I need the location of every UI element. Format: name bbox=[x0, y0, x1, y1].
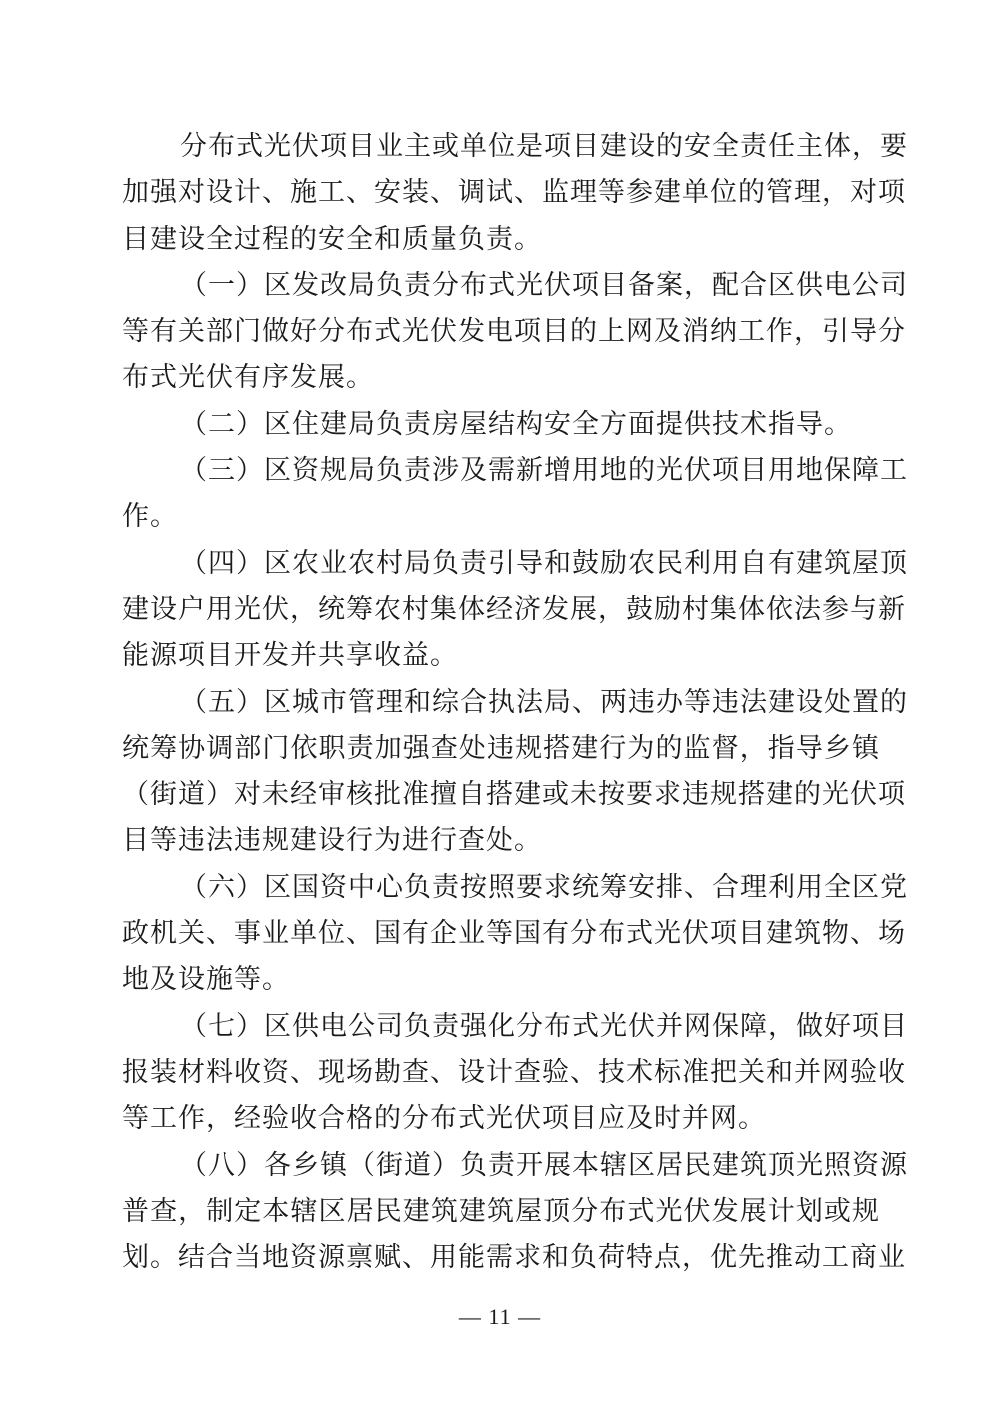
paragraph-line: 作。 bbox=[122, 501, 178, 533]
paragraph-line: （六）区国资中心负责按照要求统筹安排、合理利用全区党 bbox=[180, 871, 908, 903]
paragraph-line: （五）区城市管理和综合执法局、两违办等违法建设处置的 bbox=[180, 686, 908, 718]
paragraph-line: 地及设施等。 bbox=[122, 964, 290, 996]
paragraph-line: （二）区住建局负责房屋结构安全方面提供技术指导。 bbox=[180, 408, 852, 440]
paragraph-line: （四）区农业农村局负责引导和鼓励农民利用自有建筑屋顶 bbox=[180, 547, 908, 579]
paragraph-line: 能源项目开发并共享收益。 bbox=[122, 640, 458, 672]
paragraph-line: （一）区发改局负责分布式光伏项目备案，配合区供电公司 bbox=[180, 269, 908, 301]
paragraph-line: 目等违法违规建设行为进行查处。 bbox=[122, 825, 542, 857]
paragraph-line: 划。结合当地资源禀赋、用能需求和负荷特点，优先推动工商业 bbox=[122, 1242, 906, 1274]
paragraph-line: 建设户用光伏，统筹农村集体经济发展，鼓励村集体依法参与新 bbox=[122, 593, 906, 625]
paragraph-line: 统筹协调部门依职责加强查处违规搭建行为的监督，指导乡镇 bbox=[122, 732, 880, 764]
paragraph-line: 分布式光伏项目业主或单位是项目建设的安全责任主体，要 bbox=[180, 131, 908, 162]
paragraph-line: （七）区供电公司负责强化分布式光伏并网保障，做好项目 bbox=[180, 1010, 908, 1042]
paragraph-line: 目建设全过程的安全和质量负责。 bbox=[122, 223, 542, 255]
paragraph-line: （三）区资规局负责涉及需新增用地的光伏项目用地保障工 bbox=[180, 455, 908, 487]
paragraph-line: 普查，制定本辖区居民建筑建筑屋顶分布式光伏发展计划或规 bbox=[122, 1195, 880, 1227]
body-text bbox=[122, 124, 908, 1281]
paragraph-line: 布式光伏有序发展。 bbox=[122, 362, 374, 394]
paragraph-line: 报装材料收资、现场勘查、设计查验、技术标准把关和并网验收 bbox=[122, 1056, 906, 1088]
page-number: — 11 — bbox=[458, 1304, 542, 1329]
paragraph-line: （街道）对未经审核批准擅自搭建或未按要求违规搭建的光伏项 bbox=[122, 779, 906, 811]
paragraph-line: 等有关部门做好分布式光伏发电项目的上网及消纳工作，引导分 bbox=[122, 316, 906, 348]
paragraph-line: 政机关、事业单位、国有企业等国有分布式光伏项目建筑物、场 bbox=[122, 918, 906, 950]
paragraph-line: 等工作，经验收合格的分布式光伏项目应及时并网。 bbox=[122, 1103, 766, 1135]
paragraph-line: 加强对设计、施工、安装、调试、监理等参建单位的管理，对项 bbox=[122, 177, 906, 209]
paragraph-line: （八）各乡镇（街道）负责开展本辖区居民建筑顶光照资源 bbox=[180, 1149, 908, 1181]
